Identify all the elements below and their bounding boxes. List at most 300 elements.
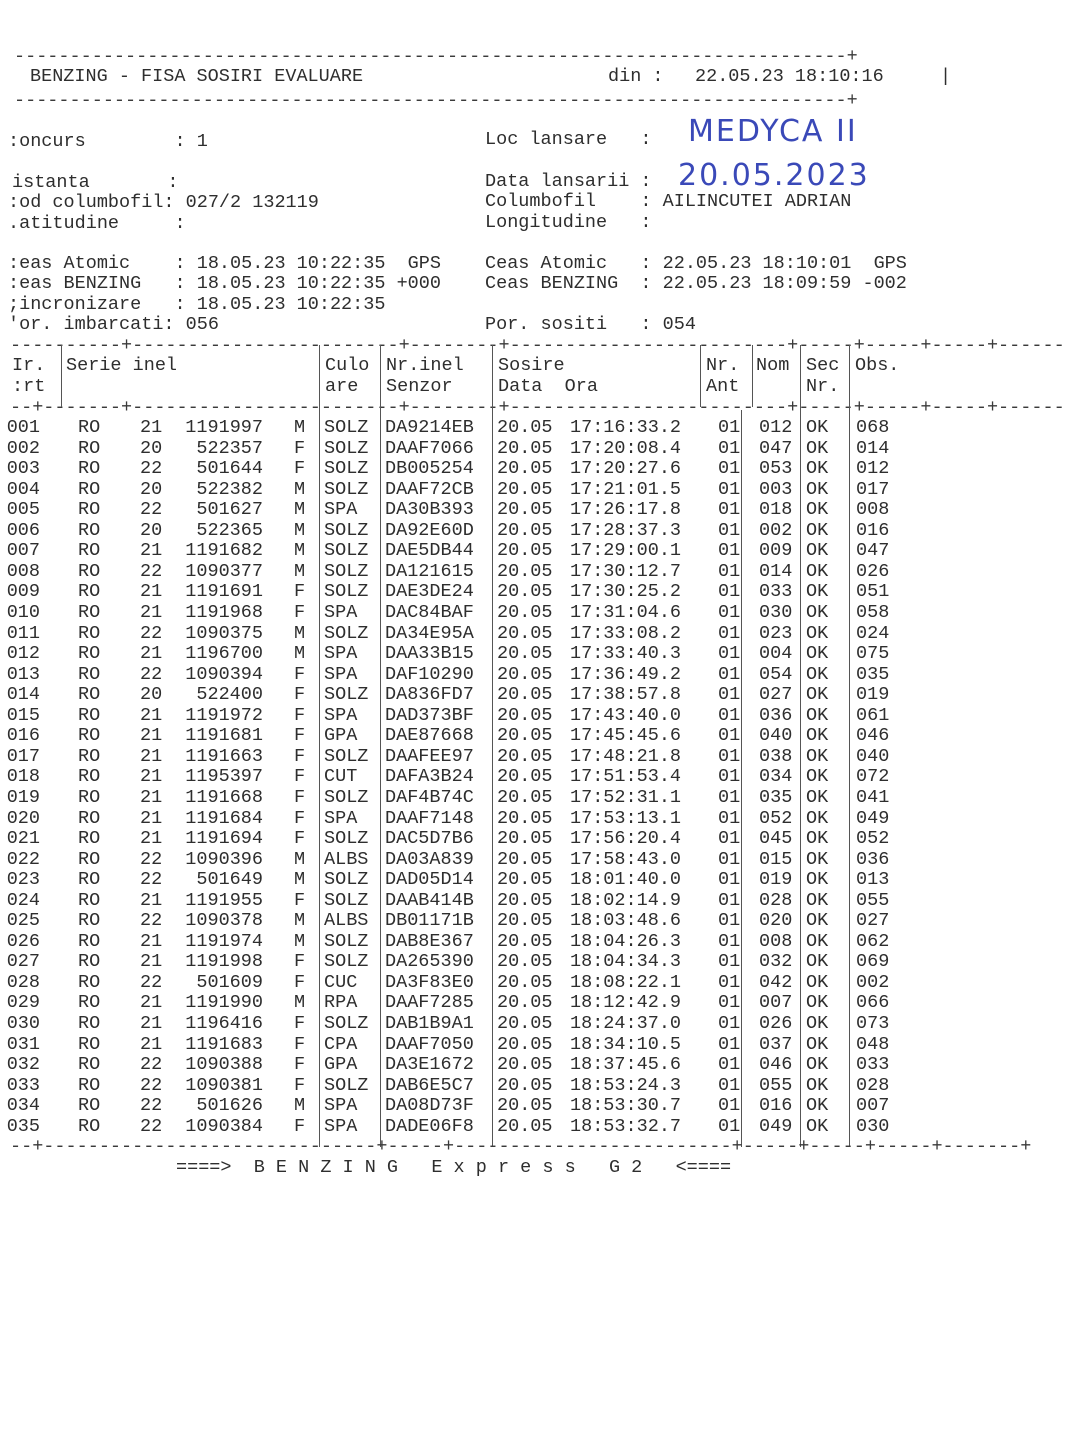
- longitudine-field: Longitudine :: [485, 212, 652, 233]
- ceas-benzing-end: Ceas BENZING : 22.05.23 18:09:59 -002: [485, 273, 907, 294]
- cell-country: RO: [78, 581, 101, 603]
- cell-sex: F: [294, 725, 306, 747]
- cell-sec: OK: [806, 848, 829, 870]
- document-title: BENZING - FISA SOSIRI EVALUARE: [30, 66, 364, 87]
- cell-date: 20.05: [497, 478, 553, 500]
- cell-nr-crt: 009: [6, 581, 40, 603]
- cell-time: 17:53:13.1: [570, 807, 682, 829]
- cell-time: 17:36:49.2: [570, 663, 682, 685]
- cell-country: RO: [78, 930, 101, 952]
- cell-year: 22: [140, 458, 163, 480]
- cell-nr-crt: 030: [6, 1013, 40, 1034]
- cell-ant: 01: [718, 828, 741, 849]
- cell-sensor: DAAF72CB: [385, 478, 474, 500]
- cell-time: 17:48:21.8: [570, 745, 682, 767]
- cell-year: 21: [140, 992, 163, 1014]
- cell-sensor: DAFA3B24: [385, 766, 474, 788]
- concurs-field: :oncurs : 1: [8, 131, 208, 152]
- cell-ant: 01: [718, 1074, 741, 1096]
- cell-nom: 009: [759, 540, 793, 562]
- cell-country: RO: [78, 560, 101, 582]
- cell-time: 17:20:27.6: [570, 458, 682, 480]
- loc-lansare-label: Loc lansare :: [485, 129, 652, 150]
- cell-obs: 033: [856, 1054, 890, 1076]
- top-border: ---------------------------------------------------------------------------+: [14, 46, 858, 67]
- cell-sensor: DB01171B: [385, 910, 474, 932]
- cell-color: SPA: [324, 704, 358, 726]
- col-divider-5: [700, 345, 701, 407]
- cell-sensor: DA3F83E0: [385, 971, 474, 993]
- cell-time: 17:58:43.0: [570, 848, 682, 870]
- cell-sec: OK: [806, 540, 829, 562]
- col-sec-header-1: Sec: [806, 355, 840, 376]
- cell-color: SOLZ: [324, 622, 369, 644]
- cell-country: RO: [78, 663, 101, 685]
- cell-ring-number: 501649: [196, 869, 263, 891]
- cell-ant: 01: [718, 417, 741, 438]
- cell-country: RO: [78, 1054, 101, 1076]
- cell-time: 18:53:24.3: [570, 1074, 682, 1096]
- col-divider-3: [380, 345, 381, 1147]
- cell-country: RO: [78, 828, 101, 849]
- cell-sec: OK: [806, 519, 829, 541]
- cell-year: 22: [140, 1074, 163, 1096]
- cell-nom: 052: [759, 807, 793, 829]
- cell-sensor: DAAF7050: [385, 1033, 474, 1055]
- cell-date: 20.05: [497, 458, 553, 480]
- cell-nom: 014: [759, 560, 793, 582]
- cell-ring-number: 1191990: [185, 992, 263, 1014]
- cell-ring-number: 1191663: [185, 745, 263, 767]
- cell-obs: 068: [856, 417, 890, 438]
- cell-date: 20.05: [497, 869, 553, 891]
- cell-year: 21: [140, 828, 163, 849]
- cell-nom: 040: [759, 725, 793, 747]
- cell-date: 20.05: [497, 663, 553, 685]
- cell-ring-number: 1191997: [185, 417, 263, 438]
- cell-nom: 003: [759, 478, 793, 500]
- cell-date: 20.05: [497, 622, 553, 644]
- cell-sec: OK: [806, 1013, 829, 1034]
- cell-time: 18:04:34.3: [570, 951, 682, 973]
- cell-sex: F: [294, 1013, 306, 1034]
- cell-ant: 01: [718, 602, 741, 623]
- cell-nr-crt: 034: [6, 1095, 40, 1117]
- cell-date: 20.05: [497, 684, 553, 706]
- cell-year: 21: [140, 417, 163, 438]
- cell-obs: 013: [856, 869, 890, 891]
- cell-year: 22: [140, 1115, 163, 1137]
- cell-country: RO: [78, 684, 101, 706]
- cell-sensor: DADE06F8: [385, 1115, 474, 1137]
- ceas-benzing-start: :eas BENZING : 18.05.23 10:22:35 +000: [8, 273, 441, 294]
- cell-ring-number: 1191998: [185, 951, 263, 973]
- col-nr-header-2: :rt: [12, 376, 46, 397]
- cell-date: 20.05: [497, 499, 553, 521]
- cell-country: RO: [78, 437, 101, 459]
- cell-color: GPA: [324, 1054, 358, 1076]
- cell-ring-number: 1090384: [185, 1115, 263, 1137]
- cell-sec: OK: [806, 458, 829, 480]
- cell-sex: F: [294, 458, 306, 480]
- cell-sensor: DA34E95A: [385, 622, 474, 644]
- cell-sec: OK: [806, 828, 829, 849]
- footer-banner: ====> B E N Z I N G E x p r e s s G 2 <====: [176, 1157, 732, 1178]
- col-divider-2: [319, 345, 320, 1147]
- cell-sec: OK: [806, 930, 829, 952]
- cell-sensor: DAC5D7B6: [385, 828, 474, 849]
- col-divider-9: [849, 345, 850, 1147]
- cell-year: 21: [140, 930, 163, 952]
- cell-time: 17:31:04.6: [570, 602, 682, 623]
- cell-obs: 041: [856, 786, 890, 808]
- sincronizare-field: ;incronizare : 18.05.23 10:22:35: [8, 294, 386, 315]
- cell-date: 20.05: [497, 786, 553, 808]
- cell-sensor: DA03A839: [385, 848, 474, 870]
- cell-color: CUT: [324, 766, 358, 788]
- cell-sex: F: [294, 663, 306, 685]
- cell-sensor: DAF10290: [385, 663, 474, 685]
- cell-ring-number: 1090394: [185, 663, 263, 685]
- cell-ring-number: 522365: [196, 519, 263, 541]
- cell-ant: 01: [718, 540, 741, 562]
- cell-ring-number: 1090377: [185, 560, 263, 582]
- cell-sensor: DA121615: [385, 560, 474, 582]
- cell-sec: OK: [806, 1115, 829, 1137]
- cell-year: 21: [140, 807, 163, 829]
- cell-country: RO: [78, 992, 101, 1014]
- cell-nr-crt: 028: [6, 971, 40, 993]
- col-sec-header-2: Nr.: [806, 376, 840, 397]
- cell-nom: 055: [759, 1074, 793, 1096]
- cell-sec: OK: [806, 910, 829, 932]
- cell-obs: 055: [856, 889, 890, 911]
- cell-sex: F: [294, 889, 306, 911]
- cell-sec: OK: [806, 807, 829, 829]
- cell-country: RO: [78, 910, 101, 932]
- cell-sec: OK: [806, 643, 829, 664]
- col-ant-header-2: Ant: [706, 376, 740, 397]
- col-nr-header-1: Ir.: [12, 355, 46, 376]
- ceas-atomic-start: :eas Atomic : 18.05.23 10:22:35 GPS: [8, 253, 441, 274]
- cell-country: RO: [78, 869, 101, 891]
- cell-time: 17:16:33.2: [570, 417, 682, 438]
- cell-year: 20: [140, 684, 163, 706]
- cell-country: RO: [78, 951, 101, 973]
- cell-time: 18:24:37.0: [570, 1013, 682, 1034]
- cell-color: SOLZ: [324, 478, 369, 500]
- cell-color: ALBS: [324, 910, 369, 932]
- cell-sensor: DAAF7285: [385, 992, 474, 1014]
- cell-time: 18:12:42.9: [570, 992, 682, 1014]
- cell-sensor: DAAFEE97: [385, 745, 474, 767]
- cell-color: SPA: [324, 1095, 358, 1117]
- cell-year: 22: [140, 869, 163, 891]
- cell-color: SOLZ: [324, 1074, 369, 1096]
- cell-nom: 054: [759, 663, 793, 685]
- header-right-bar: |: [940, 66, 952, 87]
- cell-nr-crt: 017: [6, 745, 40, 767]
- cell-nom: 007: [759, 992, 793, 1014]
- header-bottom-border: ---------------------------------------------------------------------------+: [14, 90, 858, 111]
- cell-time: 17:52:31.1: [570, 786, 682, 808]
- cell-sex: F: [294, 437, 306, 459]
- cell-country: RO: [78, 786, 101, 808]
- cell-sensor: DA265390: [385, 951, 474, 973]
- cell-sex: M: [294, 519, 306, 541]
- cell-year: 21: [140, 889, 163, 911]
- cell-time: 17:51:53.4: [570, 766, 682, 788]
- cell-nr-crt: 003: [6, 458, 40, 480]
- cell-obs: 008: [856, 499, 890, 521]
- cell-ant: 01: [718, 910, 741, 932]
- cell-sex: M: [294, 560, 306, 582]
- cell-color: SOLZ: [324, 869, 369, 891]
- table-top-border: ----------+------------------------+--------+-------------------------+-----+-----+-----+------: [10, 335, 1065, 356]
- cell-color: ALBS: [324, 848, 369, 870]
- cell-sec: OK: [806, 725, 829, 747]
- cell-date: 20.05: [497, 807, 553, 829]
- cell-sex: F: [294, 1115, 306, 1137]
- cell-ant: 01: [718, 745, 741, 767]
- cell-date: 20.05: [497, 1074, 553, 1096]
- cell-sex: F: [294, 951, 306, 973]
- cell-nom: 028: [759, 889, 793, 911]
- cell-sec: OK: [806, 1033, 829, 1055]
- cell-obs: 052: [856, 828, 890, 849]
- cell-nr-crt: 013: [6, 663, 40, 685]
- col-obs-header: Obs.: [855, 355, 900, 376]
- cell-obs: 002: [856, 971, 890, 993]
- cell-date: 20.05: [497, 1054, 553, 1076]
- cell-nr-crt: 025: [6, 910, 40, 932]
- cell-time: 17:26:17.8: [570, 499, 682, 521]
- cell-sensor: DA836FD7: [385, 684, 474, 706]
- cell-sensor: DA3E1672: [385, 1054, 474, 1076]
- cell-nr-crt: 020: [6, 807, 40, 829]
- cell-time: 17:29:00.1: [570, 540, 682, 562]
- cell-color: SOLZ: [324, 745, 369, 767]
- col-serie-header: Serie inel: [66, 355, 178, 376]
- cell-nom: 012: [759, 417, 793, 438]
- cell-sex: M: [294, 1095, 306, 1117]
- cell-sensor: DAA33B15: [385, 643, 474, 664]
- cell-sex: M: [294, 417, 306, 438]
- cell-sex: F: [294, 602, 306, 623]
- cell-ring-number: 1090378: [185, 910, 263, 932]
- cell-color: SOLZ: [324, 458, 369, 480]
- cell-sec: OK: [806, 622, 829, 644]
- cell-nr-crt: 001: [6, 417, 40, 438]
- ceas-atomic-end: Ceas Atomic : 22.05.23 18:10:01 GPS: [485, 253, 907, 274]
- cell-date: 20.05: [497, 828, 553, 849]
- cell-date: 20.05: [497, 1013, 553, 1034]
- cell-nom: 034: [759, 766, 793, 788]
- cell-nr-crt: 029: [6, 992, 40, 1014]
- cell-year: 20: [140, 437, 163, 459]
- cell-time: 17:30:12.7: [570, 560, 682, 582]
- cell-year: 21: [140, 602, 163, 623]
- cell-sex: F: [294, 828, 306, 849]
- cell-country: RO: [78, 971, 101, 993]
- cell-color: SOLZ: [324, 930, 369, 952]
- cell-time: 17:21:01.5: [570, 478, 682, 500]
- cell-time: 17:33:40.3: [570, 643, 682, 664]
- cell-year: 22: [140, 971, 163, 993]
- porumbei-imbarcati: 'or. imbarcati: 056: [8, 314, 219, 335]
- cell-color: SOLZ: [324, 519, 369, 541]
- cell-obs: 026: [856, 560, 890, 582]
- cell-sensor: DA30B393: [385, 499, 474, 521]
- cell-date: 20.05: [497, 889, 553, 911]
- cell-obs: 062: [856, 930, 890, 952]
- cell-country: RO: [78, 602, 101, 623]
- cell-nom: 018: [759, 499, 793, 521]
- columbofil-field: Columbofil : AILINCUTEI ADRIAN: [485, 191, 852, 212]
- cell-color: SPA: [324, 663, 358, 685]
- cell-sex: M: [294, 499, 306, 521]
- cell-country: RO: [78, 1115, 101, 1137]
- cell-ant: 01: [718, 622, 741, 644]
- cell-ant: 01: [718, 930, 741, 952]
- cell-year: 22: [140, 910, 163, 932]
- col-culoare-header-2: are: [325, 376, 359, 397]
- cell-year: 21: [140, 1033, 163, 1055]
- cell-time: 17:30:25.2: [570, 581, 682, 603]
- cell-time: 17:28:37.3: [570, 519, 682, 541]
- cell-ant: 01: [718, 1054, 741, 1076]
- cell-nom: 020: [759, 910, 793, 932]
- cell-ant: 01: [718, 889, 741, 911]
- cell-nom: 042: [759, 971, 793, 993]
- cell-ant: 01: [718, 951, 741, 973]
- cell-color: SOLZ: [324, 417, 369, 438]
- cell-nr-crt: 026: [6, 930, 40, 952]
- cell-ring-number: 501627: [196, 499, 263, 521]
- cell-time: 18:01:40.0: [570, 869, 682, 891]
- cell-ring-number: 1191682: [185, 540, 263, 562]
- cell-time: 17:33:08.2: [570, 622, 682, 644]
- cell-date: 20.05: [497, 910, 553, 932]
- cell-sec: OK: [806, 1054, 829, 1076]
- cell-sex: F: [294, 704, 306, 726]
- cell-sec: OK: [806, 417, 829, 438]
- cell-ring-number: 522400: [196, 684, 263, 706]
- cell-sensor: DA9214EB: [385, 417, 474, 438]
- cell-obs: 075: [856, 643, 890, 664]
- cell-color: CPA: [324, 1033, 358, 1055]
- cell-ring-number: 522382: [196, 478, 263, 500]
- cell-time: 18:04:26.3: [570, 930, 682, 952]
- cell-obs: 047: [856, 540, 890, 562]
- cell-country: RO: [78, 622, 101, 644]
- cell-ring-number: 1191683: [185, 1033, 263, 1055]
- cell-color: RPA: [324, 992, 358, 1014]
- cell-obs: 049: [856, 807, 890, 829]
- cell-obs: 051: [856, 581, 890, 603]
- distanta-field: istanta :: [12, 172, 179, 193]
- cell-time: 18:02:14.9: [570, 889, 682, 911]
- cell-color: SOLZ: [324, 684, 369, 706]
- cell-color: SOLZ: [324, 437, 369, 459]
- cell-sensor: DAB6E5C7: [385, 1074, 474, 1096]
- cell-obs: 007: [856, 1095, 890, 1117]
- cell-sex: M: [294, 869, 306, 891]
- cell-ant: 01: [718, 581, 741, 603]
- cell-time: 18:53:32.7: [570, 1115, 682, 1137]
- cell-year: 21: [140, 540, 163, 562]
- cell-nom: 004: [759, 643, 793, 664]
- cell-date: 20.05: [497, 437, 553, 459]
- cell-color: CUC: [324, 971, 358, 993]
- cell-color: SPA: [324, 602, 358, 623]
- cell-country: RO: [78, 417, 101, 438]
- cell-ring-number: 1196416: [185, 1013, 263, 1034]
- cell-sex: M: [294, 478, 306, 500]
- cell-ant: 01: [718, 848, 741, 870]
- cell-nom: 030: [759, 602, 793, 623]
- cell-sec: OK: [806, 602, 829, 623]
- cell-date: 20.05: [497, 848, 553, 870]
- cell-sec: OK: [806, 1074, 829, 1096]
- cell-sensor: DAD373BF: [385, 704, 474, 726]
- cell-nom: 038: [759, 745, 793, 767]
- cell-sec: OK: [806, 745, 829, 767]
- cell-time: 18:53:30.7: [570, 1095, 682, 1117]
- cell-ant: 01: [718, 971, 741, 993]
- cell-country: RO: [78, 643, 101, 664]
- cell-sensor: DA08D73F: [385, 1095, 474, 1117]
- cell-ant: 01: [718, 1033, 741, 1055]
- col-divider-8: [800, 345, 801, 1147]
- cell-ant: 01: [718, 684, 741, 706]
- cell-sex: F: [294, 684, 306, 706]
- cell-sex: M: [294, 540, 306, 562]
- cell-ring-number: 1195397: [185, 766, 263, 788]
- cell-date: 20.05: [497, 417, 553, 438]
- cell-obs: 066: [856, 992, 890, 1014]
- cell-date: 20.05: [497, 602, 553, 623]
- cell-year: 21: [140, 581, 163, 603]
- cell-time: 17:38:57.8: [570, 684, 682, 706]
- cell-ant: 01: [718, 643, 741, 664]
- cell-time: 18:08:22.1: [570, 971, 682, 993]
- cell-ring-number: 1090381: [185, 1074, 263, 1096]
- cell-nom: 033: [759, 581, 793, 603]
- cell-nr-crt: 023: [6, 869, 40, 891]
- cell-ant: 01: [718, 663, 741, 685]
- cell-obs: 019: [856, 684, 890, 706]
- cell-nom: 002: [759, 519, 793, 541]
- cell-nom: 047: [759, 437, 793, 459]
- cell-country: RO: [78, 745, 101, 767]
- cell-sec: OK: [806, 663, 829, 685]
- cell-nr-crt: 007: [6, 540, 40, 562]
- cell-sec: OK: [806, 581, 829, 603]
- cell-sensor: DAAF7066: [385, 437, 474, 459]
- cell-nr-crt: 035: [6, 1115, 40, 1137]
- col-sosire-header-2: Data Ora: [498, 376, 598, 397]
- cell-country: RO: [78, 889, 101, 911]
- cell-ant: 01: [718, 519, 741, 541]
- cell-sex: M: [294, 992, 306, 1014]
- cell-ring-number: 501644: [196, 458, 263, 480]
- cell-nr-crt: 022: [6, 848, 40, 870]
- cell-obs: 036: [856, 848, 890, 870]
- cell-ant: 01: [718, 1095, 741, 1117]
- cell-color: SPA: [324, 807, 358, 829]
- cell-nr-crt: 031: [6, 1033, 40, 1055]
